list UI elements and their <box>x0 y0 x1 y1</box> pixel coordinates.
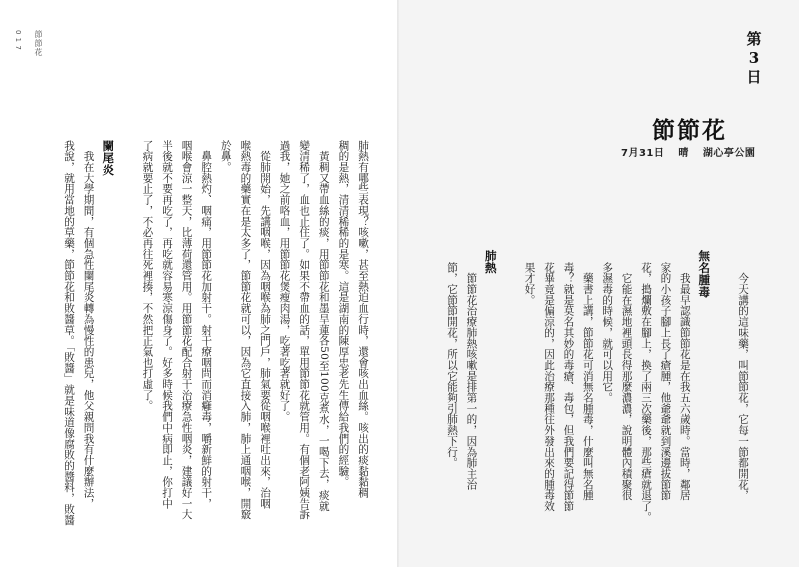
text-column: 於鼻。 <box>219 140 232 173</box>
day-label-text: 第 3 日 <box>746 30 762 86</box>
text-column: 節節花治療肺熱咳嗽是排第一的，因為肺主治 <box>465 262 478 490</box>
date: 7月31日 <box>621 148 665 159</box>
text-column: 肺熱有哪些表現？咳嗽，甚至熱迫血行時，還會咳出血絲。咳出的痰黏黏稠 <box>357 140 369 499</box>
left-page <box>0 0 399 567</box>
text-column: 節，它節節開花，所以它能夠引肺熱下行。 <box>446 262 458 469</box>
text-column: 稠的是熱，清清稀稀的是寒。這是湖南的陳厚忠老先生傳給我們的經驗。 <box>337 140 350 488</box>
text-column: 喉熱毒的藥實在是太多了，節節花就可以，因為它直接入肺，肺上通咽喉，開竅 <box>239 140 252 520</box>
text-column: 家的小孩子腳上長了瘡腫，他爺爺就到溪邊拔節節 <box>659 262 672 501</box>
text-column: 了病就要止了，不必再往死裡揍，不然把正氣也打虛了。 <box>141 140 154 412</box>
text-column: 過我，她之前咯血，用節節花煲瘦肉湯，吃著吃著就好了。 <box>278 140 291 423</box>
text-column: 我說，就用當地的草藥，節節花和敗醬草。「敗醬」就是味道像腐敗的醬料，敗醬 <box>63 140 75 526</box>
text-column: 我在大學期間，有個急性闌尾炎轉為慢性的患兒，他父親問我有什麼辦法， <box>82 140 95 509</box>
day-label <box>743 30 765 87</box>
right-page <box>399 0 799 567</box>
text-column: 今天講的這味藥，叫節節花，它每一節都開花， <box>737 262 749 501</box>
text-column: 從肺開始，先講咽喉，因為咽喉為肺之門戶，肺氣要從咽喉裡吐出來，治咽 <box>259 140 271 509</box>
text-column: 黃稠又帶血絲的痰，用節節花和墨旱蓮各50至100克煮水，一喝下去，痰就 <box>317 140 330 512</box>
weather: 晴 <box>678 148 689 159</box>
text-column: 鼻腔熱灼、咽痛，用節節花加射干。射干療咽問而消癰毒，嚼新鮮的射干， <box>200 140 213 509</box>
location: 湖心亭公園 <box>702 148 756 159</box>
section-heading: 闌尾炎 <box>101 140 116 176</box>
text-column: 花畢竟是偏涼的，因此治療那種往外發出來的腫毒效 <box>543 262 555 512</box>
text-column: 咽喉會涼一整天，比薄荷還管用。用節節花配合射干治療急性咽炎，建議好一大 <box>180 140 193 520</box>
text-column: 我最早認識節節花是在我五六歲時。當時，鄰居 <box>678 262 691 501</box>
date-line <box>621 144 765 159</box>
page-number: 0 1 7 <box>14 30 22 51</box>
section-heading: 無名腫毒 <box>697 250 712 298</box>
section-heading: 肺熱 <box>483 250 498 274</box>
text-column: 藥書上講，節節花可消無名腫毒，什麼叫無名腫 <box>581 262 594 501</box>
text-column: 變清稀了，血也止住了。如果不帶血的話，單用節節花就管用。有個老阿姨告訴 <box>298 140 311 520</box>
text-column: 花，搗爛敷在腳上，換了兩三次藥後，那些瘡就退了。 <box>640 262 652 523</box>
text-column: 它能在濕地裡頭長得那麼濃濃，說明體內積聚很 <box>620 262 633 501</box>
text-column: 多濕毒的時候，就可以用它。 <box>601 262 614 404</box>
text-column: 果才好。 <box>523 262 536 306</box>
text-column: 半後就不要再吃了，再吃就容易寒涼傷身了。好多時候我們中病即止，你打中 <box>161 140 173 509</box>
text-column: 毒？就是莫名其妙的毒瘡、毒包，但我們要記得節節 <box>562 262 575 512</box>
running-head: 節節花 <box>34 30 43 57</box>
chapter-title: 節節花 <box>652 118 727 144</box>
